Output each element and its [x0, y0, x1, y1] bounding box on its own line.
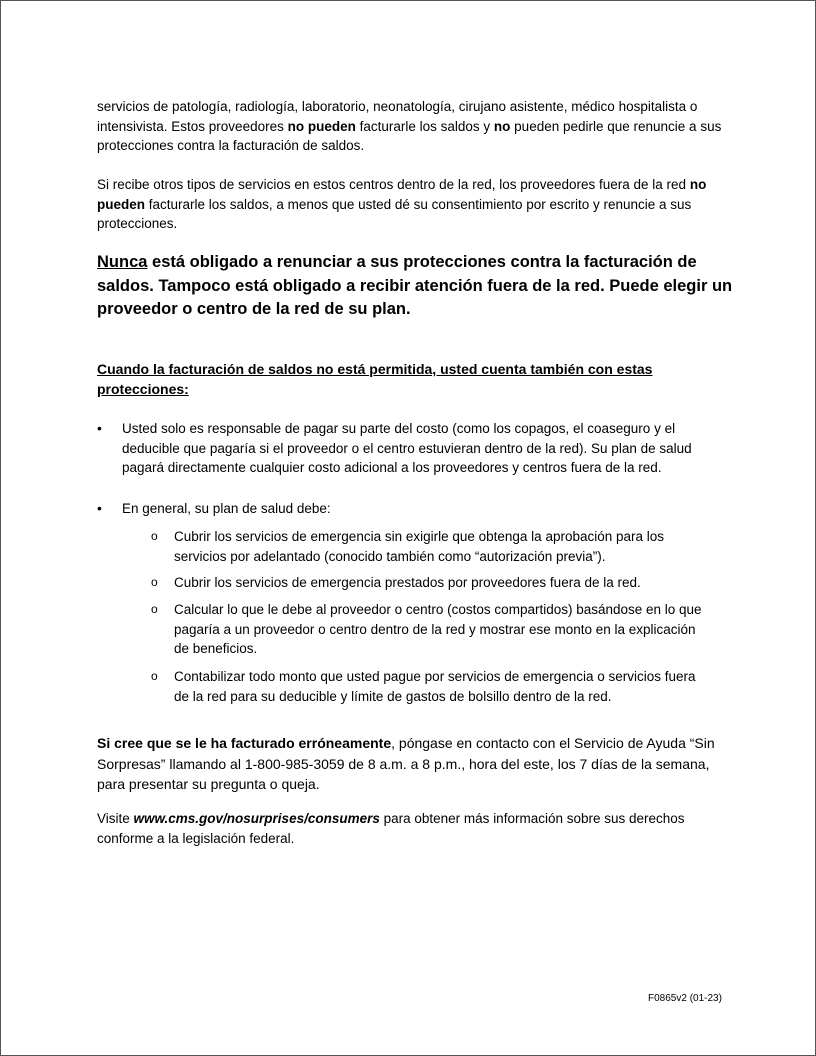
text: está obligado a renunciar a sus protecciones contra la facturación de saldos. Tampoco está obligado a recibir atención fuera de la red. Puede elegir un proveedor o centro de la red de su plan.: [97, 253, 733, 318]
bullet-marker: •: [97, 500, 102, 516]
sub-bullet-marker: o: [151, 602, 158, 616]
text: para obtener más información sobre sus derechos conforme a la legislación federal.: [97, 811, 685, 846]
bold-text: no pueden: [97, 177, 707, 212]
sub-list-item: Contabilizar todo monto que usted pague por servicios de emergencia o servicios fuera de la red para su deducible y límite de gastos de bolsillo dentro de la red.: [174, 669, 696, 704]
sub-list-item: Cubrir los servicios de emergencia sin exigirle que obtenga la aprobación para los servicios por adelantado (conocido también como “autorización previa”).: [174, 529, 665, 564]
form-code: F0865v2 (01-23): [648, 993, 722, 1004]
sub-bullet-marker: o: [151, 529, 158, 543]
sub-list-item: Cubrir los servicios de emergencia prestados por proveedores fuera de la red.: [174, 575, 641, 590]
bold-text: Si cree que se le ha facturado erróneamente: [97, 735, 392, 751]
sub-bullet-marker: o: [151, 669, 158, 683]
sub-bullet-marker: o: [151, 575, 158, 589]
text: Visite: [97, 811, 134, 826]
section-heading: Cuando la facturación de saldos no está permitida, usted cuenta también con estas protecciones:: [97, 361, 653, 397]
underlined-text: Nunca: [97, 253, 148, 271]
sub-list-item: Calcular lo que le debe al proveedor o centro (costos compartidos) basándose en lo que pagaría a un proveedor o centro dentro de la red y mostrar ese monto en la explicación de beneficios.: [174, 602, 702, 656]
paragraph-other-services: [97, 175, 731, 234]
bold-text: no: [493, 118, 511, 134]
text: Si recibe otros tipos de servicios en estos centros dentro de la red, los proveedores fuera de la red: [97, 177, 690, 192]
text: servicios de patología, radiología, laboratorio, neonatología, cirujano asistente, médico hospitalista o intensivista. Estos proveedores: [97, 99, 698, 134]
bullet-marker: •: [97, 420, 102, 436]
bullet-item: Usted solo es responsable de pagar su parte del costo (como los copagos, el coaseguro y el deducible que pagaría si el proveedor o el centro estuvieran dentro de la red). Su plan de salud pagará directamente cualquier costo adicional a los proveedores y centros fuera de la red.: [122, 421, 692, 475]
emphasis-paragraph: [97, 251, 737, 322]
bold-text: no pueden: [287, 118, 356, 134]
paragraph-providers: [97, 97, 731, 156]
text: facturarle los saldos y: [355, 118, 494, 134]
bullet-item: En general, su plan de salud debe:: [122, 501, 331, 516]
cms-link[interactable]: www.cms.gov/nosurprises/consumers: [133, 811, 380, 826]
contact-paragraph: [97, 733, 731, 795]
visit-paragraph: [97, 809, 731, 848]
text: pueden pedirle que renuncie a sus protecciones contra la facturación de saldos.: [97, 118, 722, 153]
text: facturarle los saldos, a menos que usted dé su consentimiento por escrito y renuncie a sus protecciones.: [97, 196, 692, 231]
text: , póngase en contacto con el Servicio de Ayuda “Sin Sorpresas” llamando al 1-800-985-3059 de 8 a.m. a 8 p.m., hora del este, los 7 días de la semana, para presentar su pregunta o queja.: [97, 735, 715, 792]
